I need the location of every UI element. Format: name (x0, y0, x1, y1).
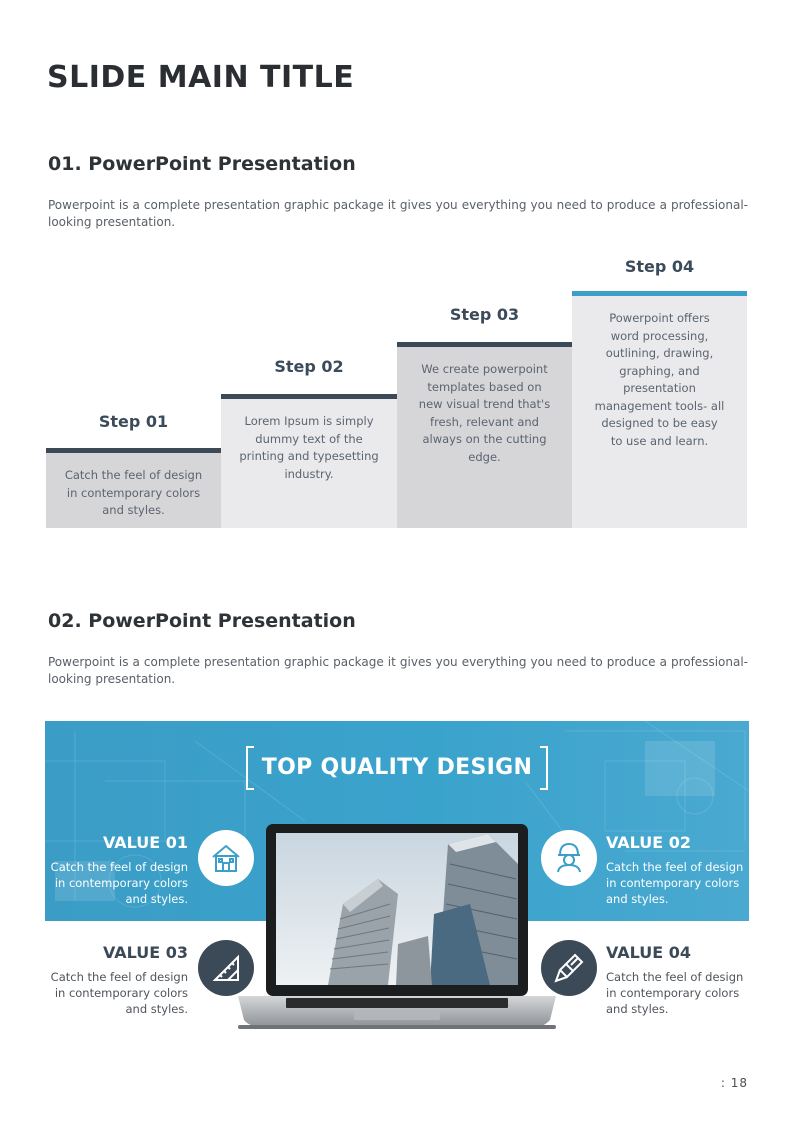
section-2-heading: 02. PowerPoint Presentation (48, 610, 356, 632)
value-4-title: VALUE 04 (606, 943, 692, 962)
section-2-description: Powerpoint is a complete presentation graphic package it gives you everything you need to produce a professional-looking presentation. (48, 655, 748, 686)
step-2-box (221, 399, 397, 528)
banner-title: TOP QUALITY DESIGN (261, 755, 533, 780)
step-2-label: Step 02 (274, 357, 344, 376)
page-number: : 18 (720, 1076, 748, 1090)
value-1-text: Catch the feel of design in contemporary colors and styles. (50, 860, 188, 906)
step-3-label: Step 03 (449, 305, 520, 324)
step-4-text: Powerpoint offers word processing, outlining, drawing, graphing, and presentation management tools- all designed to be easy to use and learn. (594, 311, 725, 448)
paint-brush-icon (541, 940, 597, 996)
step-3-box (397, 347, 572, 528)
ruler-triangle-icon (198, 940, 254, 996)
value-2-text: Catch the feel of design in contemporary colors and styles. (606, 860, 744, 906)
value-3-text: Catch the feel of design in contemporary colors and styles. (50, 970, 188, 1016)
section-1-description: Powerpoint is a complete presentation graphic package it gives you everything you need to produce a professional-looking presentation. (48, 198, 748, 229)
step-2-text: Lorem Ipsum is simply dummy text of the printing and typesetting industry. (239, 414, 379, 481)
page-title: SLIDE MAIN TITLE (47, 60, 355, 95)
step-4-box (572, 296, 747, 528)
step-1-text: Catch the feel of design in contemporary colors and styles. (64, 468, 203, 517)
worker-icon (541, 830, 597, 886)
step-3-text: We create powerpoint templates based on new visual trend that's fresh, relevant and always on the cutting edge. (418, 362, 551, 464)
value-1-title: VALUE 01 (102, 833, 188, 852)
value-4-text: Catch the feel of design in contemporary colors and styles. (606, 970, 744, 1016)
section-1-heading: 01. PowerPoint Presentation (48, 153, 356, 175)
step-4-label: Step 04 (624, 257, 695, 276)
laptop-image (238, 824, 556, 1032)
step-1-label: Step 01 (98, 412, 169, 431)
step-1-box (46, 453, 221, 528)
value-2-title: VALUE 02 (606, 833, 692, 852)
house-icon (198, 830, 254, 886)
value-3-title: VALUE 03 (102, 943, 188, 962)
